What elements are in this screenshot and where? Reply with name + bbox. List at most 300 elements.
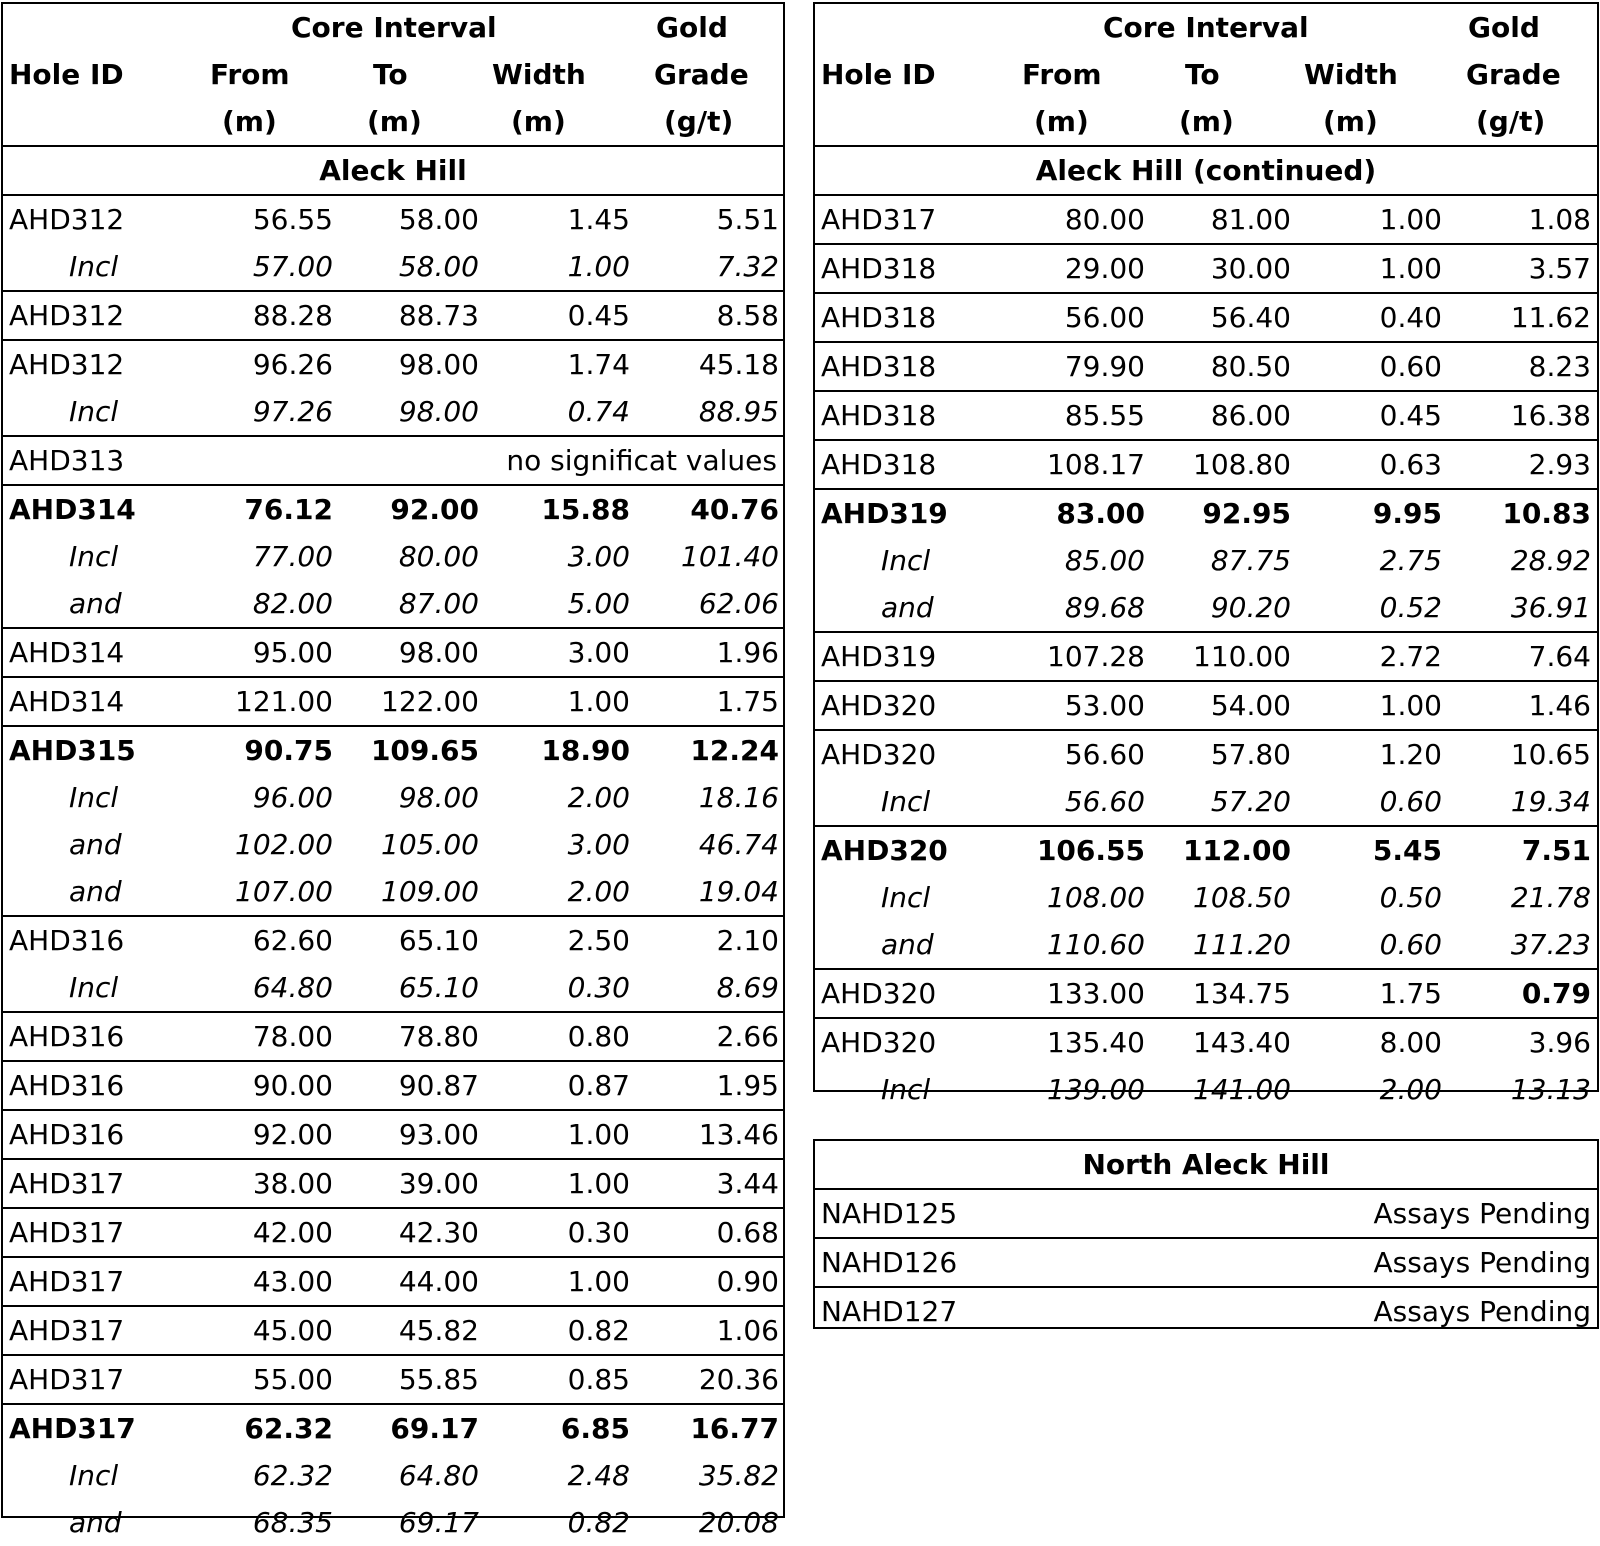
north-aleck-hill-table — [813, 1139, 1599, 1329]
to-cell: 109.65 — [370, 734, 479, 767]
from-cell: 80.00 — [1064, 203, 1145, 236]
table-row — [815, 343, 1597, 390]
to-unit: (m) — [1179, 105, 1234, 138]
hole-id-cell: AHD312 — [9, 203, 125, 236]
row-group — [3, 1307, 783, 1356]
hole-id-cell: AHD312 — [9, 348, 125, 381]
width-cell: 2.00 — [567, 781, 630, 814]
sub-interval-row — [815, 921, 1597, 968]
from-cell: 108.17 — [1047, 448, 1145, 481]
section-title: Aleck Hill — [3, 147, 783, 196]
hole-id-cell: and — [881, 591, 934, 624]
hole-id-cell: AHD314 — [9, 636, 125, 669]
table-row — [3, 486, 783, 533]
table-row — [815, 731, 1597, 778]
from-cell: 92.00 — [252, 1118, 333, 1151]
pending-row — [815, 1288, 1597, 1335]
from-cell: 55.00 — [252, 1363, 333, 1396]
sub-interval-row — [815, 1066, 1597, 1113]
to-cell: 42.30 — [398, 1216, 479, 1249]
width-cell: 0.30 — [567, 971, 630, 1004]
row-group — [3, 341, 783, 437]
from-cell: 45.00 — [252, 1314, 333, 1347]
table-row — [3, 1209, 783, 1256]
grade-unit: (g/t) — [664, 105, 734, 138]
grade-cell: 0.79 — [1521, 977, 1591, 1010]
to-cell: 69.17 — [390, 1412, 479, 1445]
width-cell: 0.40 — [1379, 301, 1442, 334]
width-cell: 0.74 — [567, 395, 630, 428]
table-row — [815, 633, 1597, 680]
width-unit: (m) — [511, 105, 566, 138]
north-section-title: North Aleck Hill — [815, 1141, 1597, 1190]
grade-cell: 1.46 — [1528, 689, 1591, 722]
row-group — [3, 292, 783, 341]
row-group — [815, 196, 1597, 245]
sub-interval-row — [3, 533, 783, 580]
hole-id-cell: Incl — [69, 781, 119, 814]
to-cell: 90.20 — [1210, 591, 1291, 624]
width-cell: 2.50 — [567, 924, 630, 957]
hole-id-cell: AHD319 — [821, 497, 948, 530]
from-cell: 110.60 — [1047, 928, 1145, 961]
sub-interval-row — [815, 874, 1597, 921]
grade-cell: 8.23 — [1528, 350, 1591, 383]
section-title: Aleck Hill (continued) — [815, 147, 1597, 196]
hole-id-heading: Hole ID — [9, 58, 124, 91]
table-row — [3, 1111, 783, 1158]
grade-cell: 8.69 — [716, 971, 779, 1004]
from-cell: 121.00 — [235, 685, 333, 718]
from-cell: 53.00 — [1064, 689, 1145, 722]
width-cell: 18.90 — [541, 734, 630, 767]
width-cell: 5.00 — [567, 587, 630, 620]
pending-row — [815, 1239, 1597, 1288]
table-row — [3, 727, 783, 774]
row-group — [3, 486, 783, 629]
to-cell: 65.10 — [398, 924, 479, 957]
hole-id-heading: Hole ID — [821, 58, 936, 91]
hole-id-cell: AHD318 — [821, 399, 937, 432]
from-cell: 56.55 — [252, 203, 333, 236]
width-cell: 0.30 — [567, 1216, 630, 1249]
to-cell: 110.00 — [1193, 640, 1291, 673]
width-cell: 3.00 — [567, 828, 630, 861]
grade-cell: 11.62 — [1510, 301, 1591, 334]
hole-id-cell: AHD317 — [821, 203, 937, 236]
grade-cell: 13.13 — [1510, 1073, 1591, 1106]
width-cell: 1.00 — [567, 685, 630, 718]
grade-cell: 5.51 — [716, 203, 779, 236]
row-group — [3, 1405, 783, 1546]
sub-interval-row — [815, 584, 1597, 631]
grade-cell: 8.58 — [716, 299, 779, 332]
hole-id-cell: AHD317 — [9, 1265, 125, 1298]
to-cell: 112.00 — [1182, 834, 1291, 867]
hole-id-cell: and — [69, 828, 122, 861]
to-cell: 98.00 — [398, 781, 479, 814]
width-cell: 2.00 — [1379, 1073, 1442, 1106]
to-cell: 88.73 — [398, 299, 479, 332]
to-cell: 141.00 — [1193, 1073, 1291, 1106]
to-cell: 30.00 — [1210, 252, 1291, 285]
width-cell: 0.87 — [567, 1069, 630, 1102]
to-cell: 54.00 — [1210, 689, 1291, 722]
sub-interval-row — [815, 778, 1597, 825]
sub-interval-row — [3, 821, 783, 868]
sub-interval-row — [3, 774, 783, 821]
to-heading: To — [373, 58, 408, 91]
to-cell: 87.00 — [398, 587, 479, 620]
to-cell: 109.00 — [381, 875, 479, 908]
grade-cell: 2.66 — [716, 1020, 779, 1053]
table-row — [815, 196, 1597, 243]
gold-heading: Gold — [1468, 11, 1540, 44]
grade-cell: 1.95 — [716, 1069, 779, 1102]
hole-id-cell: AHD313 — [9, 444, 125, 477]
from-cell: 89.68 — [1064, 591, 1145, 624]
table-row — [815, 294, 1597, 341]
row-group — [3, 1111, 783, 1160]
hole-id-cell: AHD318 — [821, 350, 937, 383]
grade-cell: 2.93 — [1528, 448, 1591, 481]
hole-id-cell: and — [69, 875, 122, 908]
row-group — [3, 678, 783, 727]
from-cell: 88.28 — [252, 299, 333, 332]
hole-id-cell: AHD312 — [9, 299, 125, 332]
from-cell: 42.00 — [252, 1216, 333, 1249]
from-cell: 62.60 — [252, 924, 333, 957]
grade-cell: 19.34 — [1510, 785, 1591, 818]
table-row — [3, 1405, 783, 1452]
to-cell: 81.00 — [1210, 203, 1291, 236]
width-cell: 0.45 — [567, 299, 630, 332]
width-cell: 15.88 — [541, 493, 630, 526]
from-cell: 107.28 — [1047, 640, 1145, 673]
width-cell: 0.52 — [1379, 591, 1442, 624]
table-row — [815, 682, 1597, 729]
row-group — [3, 1062, 783, 1111]
table-row — [3, 437, 783, 484]
to-cell: 108.80 — [1193, 448, 1291, 481]
from-cell: 68.35 — [252, 1506, 333, 1539]
hole-id-cell: AHD318 — [821, 301, 937, 334]
table-header — [815, 4, 1597, 147]
to-cell: 122.00 — [381, 685, 479, 718]
row-group — [3, 727, 783, 917]
hole-id-cell: AHD314 — [9, 493, 136, 526]
sub-interval-row — [3, 580, 783, 627]
hole-id-cell: AHD317 — [9, 1167, 125, 1200]
hole-id-cell: Incl — [69, 540, 119, 573]
hole-id-cell: Incl — [69, 250, 119, 283]
hole-id-cell: AHD316 — [9, 1118, 125, 1151]
table-row — [815, 970, 1597, 1017]
to-cell: 105.00 — [381, 828, 479, 861]
hole-id-cell: AHD317 — [9, 1412, 136, 1445]
from-cell: 56.00 — [1064, 301, 1145, 334]
table-row — [815, 1019, 1597, 1066]
width-cell: 1.00 — [1379, 252, 1442, 285]
width-cell: 1.75 — [1379, 977, 1442, 1010]
grade-cell: 1.96 — [716, 636, 779, 669]
hole-id-cell: AHD317 — [9, 1314, 125, 1347]
to-cell: 57.80 — [1210, 738, 1291, 771]
grade-cell: 28.92 — [1510, 544, 1591, 577]
table-row — [3, 1356, 783, 1403]
from-cell: 90.00 — [252, 1069, 333, 1102]
hole-id-cell: Incl — [881, 881, 931, 914]
to-cell: 55.85 — [398, 1363, 479, 1396]
grade-cell: 0.90 — [716, 1265, 779, 1298]
sub-interval-row — [3, 1499, 783, 1546]
to-unit: (m) — [367, 105, 422, 138]
hole-id-cell: Incl — [881, 1073, 931, 1106]
grade-cell: 20.08 — [698, 1506, 779, 1539]
hole-id-cell: AHD318 — [821, 448, 937, 481]
status-cell: Assays Pending — [1373, 1295, 1591, 1328]
row-group — [3, 1013, 783, 1062]
hole-id-cell: AHD314 — [9, 685, 125, 718]
row-group — [3, 917, 783, 1013]
from-cell: 38.00 — [252, 1167, 333, 1200]
row-group — [3, 437, 783, 486]
row-group — [815, 441, 1597, 490]
from-cell: 78.00 — [252, 1020, 333, 1053]
from-cell: 108.00 — [1047, 881, 1145, 914]
to-cell: 65.10 — [398, 971, 479, 1004]
row-group — [815, 490, 1597, 633]
grade-cell: 2.10 — [716, 924, 779, 957]
to-cell: 80.00 — [398, 540, 479, 573]
to-cell: 93.00 — [398, 1118, 479, 1151]
from-cell: 95.00 — [252, 636, 333, 669]
to-cell: 80.50 — [1210, 350, 1291, 383]
table-row — [3, 1307, 783, 1354]
grade-heading: Grade — [1466, 58, 1561, 91]
width-cell: 0.60 — [1379, 350, 1442, 383]
width-cell: 5.45 — [1372, 834, 1442, 867]
to-cell: 44.00 — [398, 1265, 479, 1298]
row-group — [3, 629, 783, 678]
hole-id-cell: AHD320 — [821, 834, 948, 867]
hole-id-cell: AHD320 — [821, 1026, 937, 1059]
to-cell: 58.00 — [398, 250, 479, 283]
grade-cell: 18.16 — [698, 781, 779, 814]
to-cell: 98.00 — [398, 395, 479, 428]
width-cell: 0.82 — [567, 1314, 630, 1347]
from-cell: 56.60 — [1064, 785, 1145, 818]
from-cell: 82.00 — [252, 587, 333, 620]
hole-id-cell: NAHD125 — [821, 1197, 958, 1230]
table-row — [3, 1062, 783, 1109]
table-row — [3, 678, 783, 725]
width-cell: 1.74 — [567, 348, 630, 381]
width-cell: 1.00 — [567, 1265, 630, 1298]
to-cell: 64.80 — [398, 1459, 479, 1492]
hole-id-cell: AHD320 — [821, 738, 937, 771]
row-group — [815, 827, 1597, 970]
grade-cell: 40.76 — [690, 493, 779, 526]
grade-cell: 36.91 — [1510, 591, 1591, 624]
gold-heading: Gold — [656, 11, 728, 44]
width-unit: (m) — [1323, 105, 1378, 138]
grade-cell: 16.38 — [1510, 399, 1591, 432]
table-row — [815, 245, 1597, 292]
from-cell: 133.00 — [1047, 977, 1145, 1010]
table-header — [3, 4, 783, 147]
from-cell: 139.00 — [1047, 1073, 1145, 1106]
to-cell: 111.20 — [1193, 928, 1291, 961]
to-cell: 69.17 — [398, 1506, 479, 1539]
grade-cell: 45.18 — [698, 348, 779, 381]
row-group — [815, 731, 1597, 827]
grade-cell: 3.96 — [1528, 1026, 1591, 1059]
from-cell: 97.26 — [252, 395, 333, 428]
width-cell: 0.82 — [567, 1506, 630, 1539]
to-cell: 78.80 — [398, 1020, 479, 1053]
to-cell: 39.00 — [398, 1167, 479, 1200]
sub-interval-row — [3, 243, 783, 290]
to-cell: 98.00 — [398, 636, 479, 669]
core-interval-heading: Core Interval — [1103, 11, 1309, 44]
row-group — [815, 1019, 1597, 1113]
grade-heading: Grade — [654, 58, 749, 91]
table-row — [3, 1258, 783, 1305]
grade-cell: 1.75 — [716, 685, 779, 718]
row-group — [3, 1258, 783, 1307]
row-group — [3, 1209, 783, 1258]
to-cell: 56.40 — [1210, 301, 1291, 334]
status-cell: Assays Pending — [1373, 1246, 1591, 1279]
from-cell: 62.32 — [244, 1412, 333, 1445]
sub-interval-row — [3, 388, 783, 435]
width-heading: Width — [1304, 58, 1398, 91]
hole-id-cell: and — [69, 587, 122, 620]
width-cell: 2.00 — [567, 875, 630, 908]
grade-cell: 12.24 — [690, 734, 779, 767]
hole-id-cell: Incl — [881, 785, 931, 818]
from-cell: 76.12 — [244, 493, 333, 526]
hole-id-cell: AHD315 — [9, 734, 136, 767]
hole-id-cell: AHD318 — [821, 252, 937, 285]
note-cell: no significat values — [506, 444, 777, 477]
width-cell: 1.00 — [567, 1118, 630, 1151]
to-cell: 45.82 — [398, 1314, 479, 1347]
grade-cell: 7.64 — [1528, 640, 1591, 673]
from-cell: 57.00 — [252, 250, 333, 283]
grade-cell: 88.95 — [698, 395, 779, 428]
from-cell: 135.40 — [1047, 1026, 1145, 1059]
grade-cell: 0.68 — [716, 1216, 779, 1249]
grade-cell: 3.57 — [1528, 252, 1591, 285]
from-cell: 106.55 — [1036, 834, 1145, 867]
from-cell: 96.26 — [252, 348, 333, 381]
grade-cell: 10.83 — [1502, 497, 1591, 530]
to-cell: 143.40 — [1193, 1026, 1291, 1059]
table-row — [3, 1160, 783, 1207]
right-table-body — [815, 196, 1597, 1113]
row-group — [815, 343, 1597, 392]
width-cell: 1.00 — [567, 250, 630, 283]
width-cell: 0.60 — [1379, 785, 1442, 818]
grade-cell: 101.40 — [681, 540, 779, 573]
grade-cell: 35.82 — [698, 1459, 779, 1492]
width-cell: 3.00 — [567, 636, 630, 669]
from-unit: (m) — [222, 105, 277, 138]
width-cell: 6.85 — [560, 1412, 630, 1445]
width-cell: 1.45 — [567, 203, 630, 236]
width-cell: 8.00 — [1379, 1026, 1442, 1059]
to-cell: 57.20 — [1210, 785, 1291, 818]
from-cell: 56.60 — [1064, 738, 1145, 771]
to-cell: 108.50 — [1193, 881, 1291, 914]
to-cell: 98.00 — [398, 348, 479, 381]
hole-id-cell: Incl — [69, 971, 119, 1004]
table-row — [3, 917, 783, 964]
grade-cell: 20.36 — [698, 1363, 779, 1396]
hole-id-cell: AHD319 — [821, 640, 937, 673]
to-cell: 92.00 — [390, 493, 479, 526]
hole-id-cell: NAHD126 — [821, 1246, 958, 1279]
row-group — [3, 196, 783, 292]
row-group — [815, 633, 1597, 682]
width-cell: 2.72 — [1379, 640, 1442, 673]
grade-unit: (g/t) — [1476, 105, 1546, 138]
hole-id-cell: Incl — [69, 395, 119, 428]
hole-id-cell: AHD320 — [821, 977, 937, 1010]
table-row — [3, 292, 783, 339]
grade-cell: 16.77 — [690, 1412, 779, 1445]
grade-cell: 19.04 — [698, 875, 779, 908]
from-cell: 96.00 — [252, 781, 333, 814]
from-heading: From — [210, 58, 290, 91]
from-cell: 64.80 — [252, 971, 333, 1004]
grade-cell: 13.46 — [698, 1118, 779, 1151]
width-cell: 2.48 — [567, 1459, 630, 1492]
to-cell: 87.75 — [1210, 544, 1291, 577]
width-cell: 3.00 — [567, 540, 630, 573]
to-cell: 90.87 — [398, 1069, 479, 1102]
row-group — [815, 294, 1597, 343]
width-heading: Width — [492, 58, 586, 91]
row-group — [815, 682, 1597, 731]
width-cell: 9.95 — [1372, 497, 1442, 530]
hole-id-cell: AHD316 — [9, 1069, 125, 1102]
table-row — [3, 629, 783, 676]
table-row — [815, 490, 1597, 537]
from-cell: 77.00 — [252, 540, 333, 573]
table-row — [3, 1013, 783, 1060]
hole-id-cell: Incl — [69, 1459, 119, 1492]
to-cell: 86.00 — [1210, 399, 1291, 432]
hole-id-cell: Incl — [881, 544, 931, 577]
grade-cell: 3.44 — [716, 1167, 779, 1200]
row-group — [815, 392, 1597, 441]
row-group — [815, 245, 1597, 294]
width-cell: 1.20 — [1379, 738, 1442, 771]
from-cell: 62.32 — [252, 1459, 333, 1492]
grade-cell: 7.51 — [1521, 834, 1591, 867]
hole-id-cell: and — [881, 928, 934, 961]
from-cell: 43.00 — [252, 1265, 333, 1298]
from-cell: 85.00 — [1064, 544, 1145, 577]
row-group — [3, 1356, 783, 1405]
width-cell: 1.00 — [1379, 203, 1442, 236]
pending-row — [815, 1190, 1597, 1239]
hole-id-cell: AHD316 — [9, 1020, 125, 1053]
from-cell: 107.00 — [235, 875, 333, 908]
